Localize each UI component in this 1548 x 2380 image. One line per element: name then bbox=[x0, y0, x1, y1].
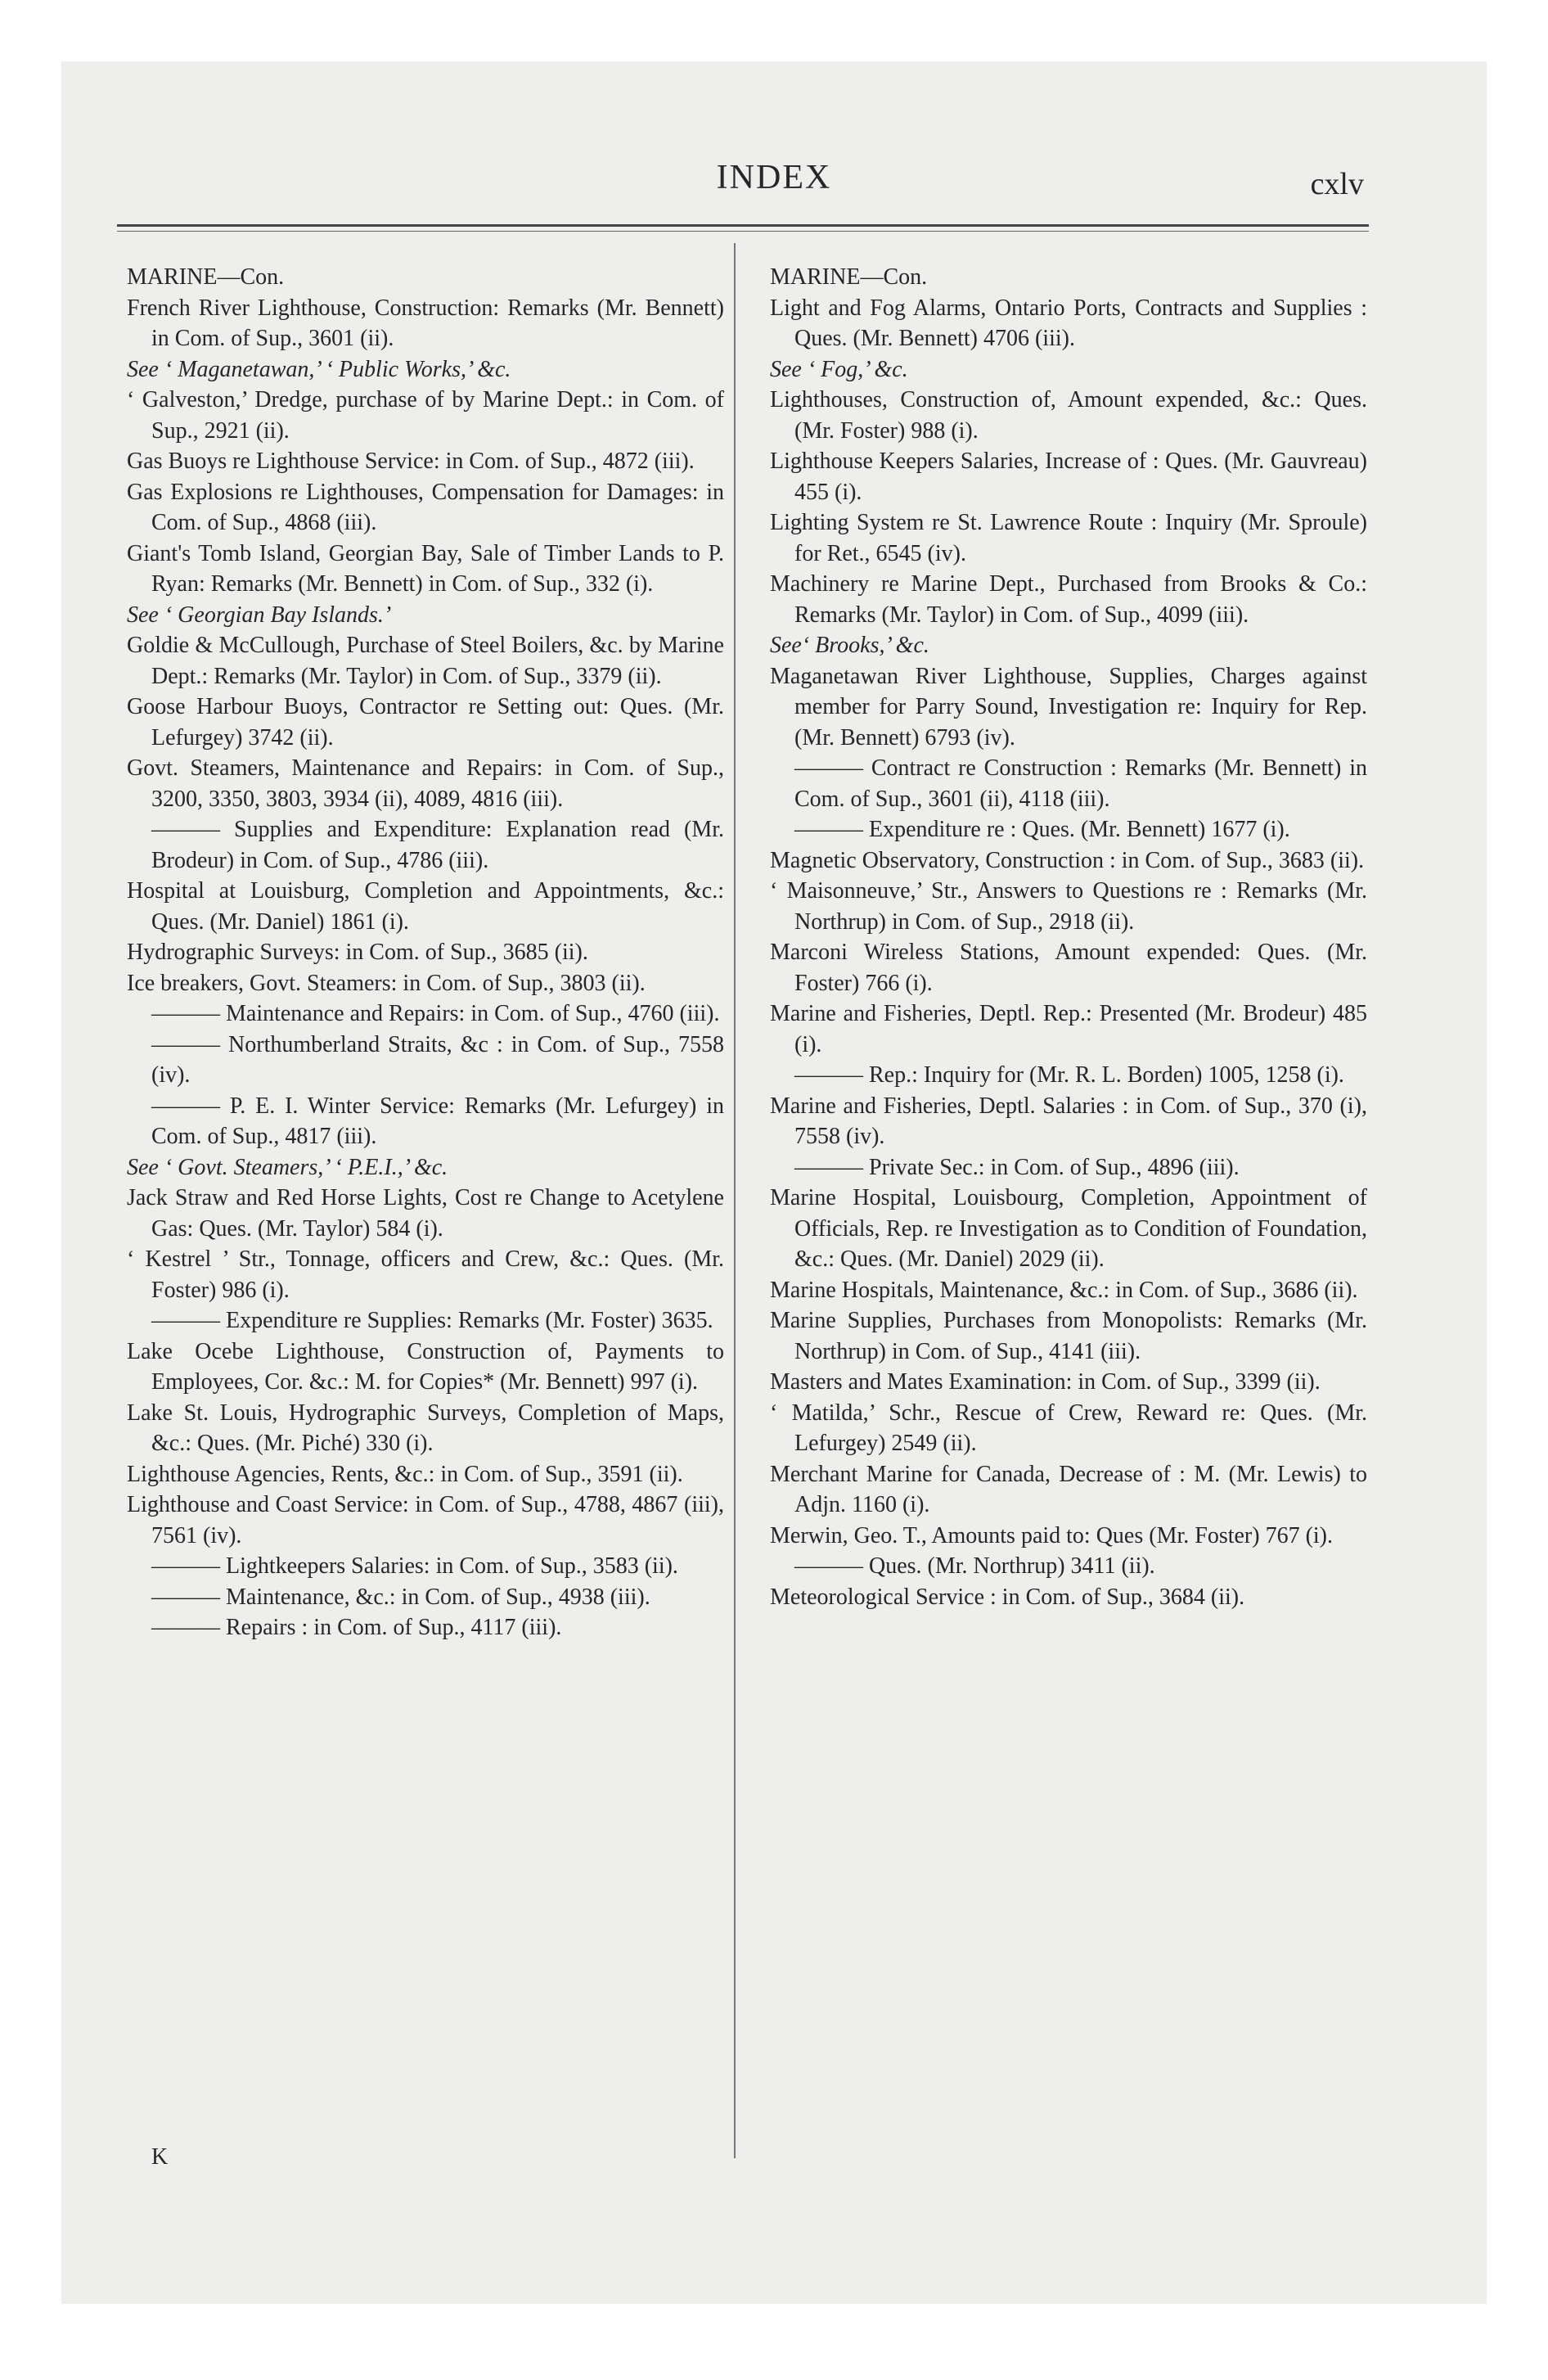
index-entry: See ‘ Maganetawan,’ ‘ Public Works,’ &c. bbox=[127, 356, 511, 382]
index-entry: Lighting System re St. Lawrence Route : Inquiry (Mr. Sproule) for Ret., 6545 (iv). bbox=[770, 510, 1367, 566]
index-entry: See ‘ Fog,’ &c. bbox=[770, 356, 908, 382]
index-entry: Lake St. Louis, Hydrographic Surveys, Completion of Maps, &c.: Ques. (Mr. Piché) 330 (i). bbox=[127, 1400, 724, 1456]
page-title: INDEX bbox=[716, 159, 832, 196]
index-entry: ——— Contract re Construction : Remarks (Mr. Bennett) in Com. of Sup., 3601 (ii), 4118 (iii). bbox=[794, 755, 1367, 812]
index-entry: ——— Maintenance and Repairs: in Com. of Sup., 4760 (iii). bbox=[151, 1001, 720, 1026]
index-entry: Lake Ocebe Lighthouse, Construction of, Payments to Employees, Cor. &c.: M. for Copies* (Mr. Bennett) 997 (i). bbox=[127, 1338, 724, 1395]
index-entry: Jack Straw and Red Horse Lights, Cost re Change to Acetylene Gas: Ques. (Mr. Taylor) 584 (i). bbox=[127, 1185, 724, 1242]
index-entry: ——— P. E. I. Winter Service: Remarks (Mr. Lefurgey) in Com. of Sup., 4817 (iii). bbox=[151, 1093, 724, 1149]
right-entry-list bbox=[770, 293, 1367, 1613]
index-entry: Lighthouse and Coast Service: in Com. of Sup., 4788, 4867 (iii), 7561 (iv). bbox=[127, 1492, 724, 1548]
index-entry: Maganetawan River Lighthouse, Supplies, Charges against member for Parry Sound, Investigation re: Inquiry for Rep. (Mr. Bennett) 6793 (iv). bbox=[770, 663, 1367, 751]
right-column bbox=[770, 262, 1367, 1612]
page-number: cxlv bbox=[1310, 167, 1364, 201]
index-entry: ——— Expenditure re Supplies: Remarks (Mr. Foster) 3635. bbox=[151, 1308, 713, 1333]
index-entry: See ‘ Georgian Bay Islands.’ bbox=[127, 602, 392, 628]
index-entry: Lighthouse Agencies, Rents, &c.: in Com. of Sup., 3591 (ii). bbox=[127, 1461, 683, 1487]
index-entry: ——— Maintenance, &c.: in Com. of Sup., 4938 (iii). bbox=[151, 1584, 650, 1610]
index-entry: Marine and Fisheries, Deptl. Rep.: Presented (Mr. Brodeur) 485 (i). bbox=[770, 1001, 1367, 1057]
column-divider bbox=[734, 243, 736, 2158]
index-entry: Machinery re Marine Dept., Purchased from Brooks & Co.: Remarks (Mr. Taylor) in Com. of Sup., 4099 (iii). bbox=[770, 571, 1367, 628]
index-entry: ——— Rep.: Inquiry for (Mr. R. L. Borden) 1005, 1258 (i). bbox=[794, 1062, 1344, 1088]
index-entry: See ‘ Govt. Steamers,’ ‘ P.E.I.,’ &c. bbox=[127, 1154, 448, 1180]
index-entry: ——— Repairs : in Com. of Sup., 4117 (iii). bbox=[151, 1615, 562, 1640]
index-entry: ——— Private Sec.: in Com. of Sup., 4896 (iii). bbox=[794, 1154, 1240, 1180]
index-entry: French River Lighthouse, Construction: Remarks (Mr. Bennett) in Com. of Sup., 3601 (ii). bbox=[127, 295, 724, 351]
index-entry: Govt. Steamers, Maintenance and Repairs: in Com. of Sup., 3200, 3350, 3803, 3934 (ii), 4089, 4816 (iii). bbox=[127, 755, 724, 812]
signature-mark: K bbox=[151, 2144, 169, 2170]
index-entry: Marconi Wireless Stations, Amount expended: Ques. (Mr. Foster) 766 (i). bbox=[770, 940, 1367, 996]
index-entry: Magnetic Observatory, Construction : in Com. of Sup., 3683 (ii). bbox=[770, 847, 1365, 873]
index-entry: ‘ Matilda,’ Schr., Rescue of Crew, Reward re: Ques. (Mr. Lefurgey) 2549 (ii). bbox=[770, 1400, 1367, 1456]
index-entry: ‘ Maisonneuve,’ Str., Answers to Questions re : Remarks (Mr. Northrup) in Com. of Sup., 2918 (ii). bbox=[770, 878, 1367, 935]
index-entry: Hydrographic Surveys: in Com. of Sup., 3685 (ii). bbox=[127, 940, 588, 965]
index-entry: Hospital at Louisburg, Completion and Appointments, &c.: Ques. (Mr. Daniel) 1861 (i). bbox=[127, 878, 724, 935]
index-entry: Merwin, Geo. T., Amounts paid to: Ques (Mr. Foster) 767 (i). bbox=[770, 1522, 1334, 1548]
index-entry: Goose Harbour Buoys, Contractor re Setting out: Ques. (Mr. Lefurgey) 3742 (ii). bbox=[127, 694, 724, 751]
index-entry: See‘ Brooks,’ &c. bbox=[770, 633, 929, 658]
index-entry: ——— Expenditure re : Ques. (Mr. Bennett) 1677 (i). bbox=[794, 817, 1290, 842]
index-entry: Gas Buoys re Lighthouse Service: in Com. of Sup., 4872 (iii). bbox=[127, 449, 695, 474]
index-entry: Marine Supplies, Purchases from Monopolists: Remarks (Mr. Northrup) in Com. of Sup., 4141 (iii). bbox=[770, 1308, 1367, 1364]
column-heading: MARINE—Con. bbox=[127, 264, 285, 290]
index-entry: Marine Hospital, Louisbourg, Completion, Appointment of Officials, Rep. re Investigation as to Condition of Foundation, &c.: Ques. (Mr. Daniel) 2029 (ii). bbox=[770, 1185, 1367, 1272]
index-entry: Marine Hospitals, Maintenance, &c.: in Com. of Sup., 3686 (ii). bbox=[770, 1277, 1358, 1303]
index-entry: Masters and Mates Examination: in Com. of Sup., 3399 (ii). bbox=[770, 1369, 1321, 1395]
index-entry: Marine and Fisheries, Deptl. Salaries : in Com. of Sup., 370 (i), 7558 (iv). bbox=[770, 1093, 1367, 1149]
index-entry: ——— Supplies and Expenditure: Explanation read (Mr. Brodeur) in Com. of Sup., 4786 (iii). bbox=[151, 817, 724, 873]
index-entry: ‘ Kestrel ’ Str., Tonnage, officers and Crew, &c.: Ques. (Mr. Foster) 986 (i). bbox=[127, 1246, 724, 1303]
index-entry: Lighthouse Keepers Salaries, Increase of : Ques. (Mr. Gauvreau) 455 (i). bbox=[770, 449, 1367, 505]
header-rule-thin bbox=[117, 231, 1369, 232]
column-heading: MARINE—Con. bbox=[770, 264, 928, 290]
index-entry: Ice breakers, Govt. Steamers: in Com. of Sup., 3803 (ii). bbox=[127, 970, 646, 996]
left-entry-list bbox=[127, 293, 724, 1643]
index-page bbox=[61, 61, 1487, 2304]
index-entry: ‘ Galveston,’ Dredge, purchase of by Marine Dept.: in Com. of Sup., 2921 (ii). bbox=[127, 387, 724, 444]
index-entry: Giant's Tomb Island, Georgian Bay, Sale of Timber Lands to P. Ryan: Remarks (Mr. Bennett) in Com. of Sup., 332 (i). bbox=[127, 540, 724, 597]
left-column bbox=[127, 262, 724, 1643]
index-entry: ——— Northumberland Straits, &c : in Com. of Sup., 7558 (iv). bbox=[151, 1031, 724, 1088]
index-entry: Goldie & McCullough, Purchase of Steel Boilers, &c. by Marine Dept.: Remarks (Mr. Taylor) in Com. of Sup., 3379 (ii). bbox=[127, 633, 724, 689]
header-rule-thick bbox=[117, 224, 1369, 227]
index-entry: Gas Explosions re Lighthouses, Compensation for Damages: in Com. of Sup., 4868 (iii). bbox=[127, 479, 724, 535]
index-entry: ——— Lightkeepers Salaries: in Com. of Sup., 3583 (ii). bbox=[151, 1553, 678, 1579]
index-entry: Lighthouses, Construction of, Amount expended, &c.: Ques. (Mr. Foster) 988 (i). bbox=[770, 387, 1367, 444]
index-entry: Meteorological Service : in Com. of Sup., 3684 (ii). bbox=[770, 1584, 1245, 1610]
index-entry: ——— Ques. (Mr. Northrup) 3411 (ii). bbox=[794, 1553, 1155, 1579]
index-entry: Light and Fog Alarms, Ontario Ports, Contracts and Supplies : Ques. (Mr. Bennett) 4706 (iii). bbox=[770, 295, 1367, 351]
index-entry: Merchant Marine for Canada, Decrease of : M. (Mr. Lewis) to Adjn. 1160 (i). bbox=[770, 1461, 1367, 1517]
